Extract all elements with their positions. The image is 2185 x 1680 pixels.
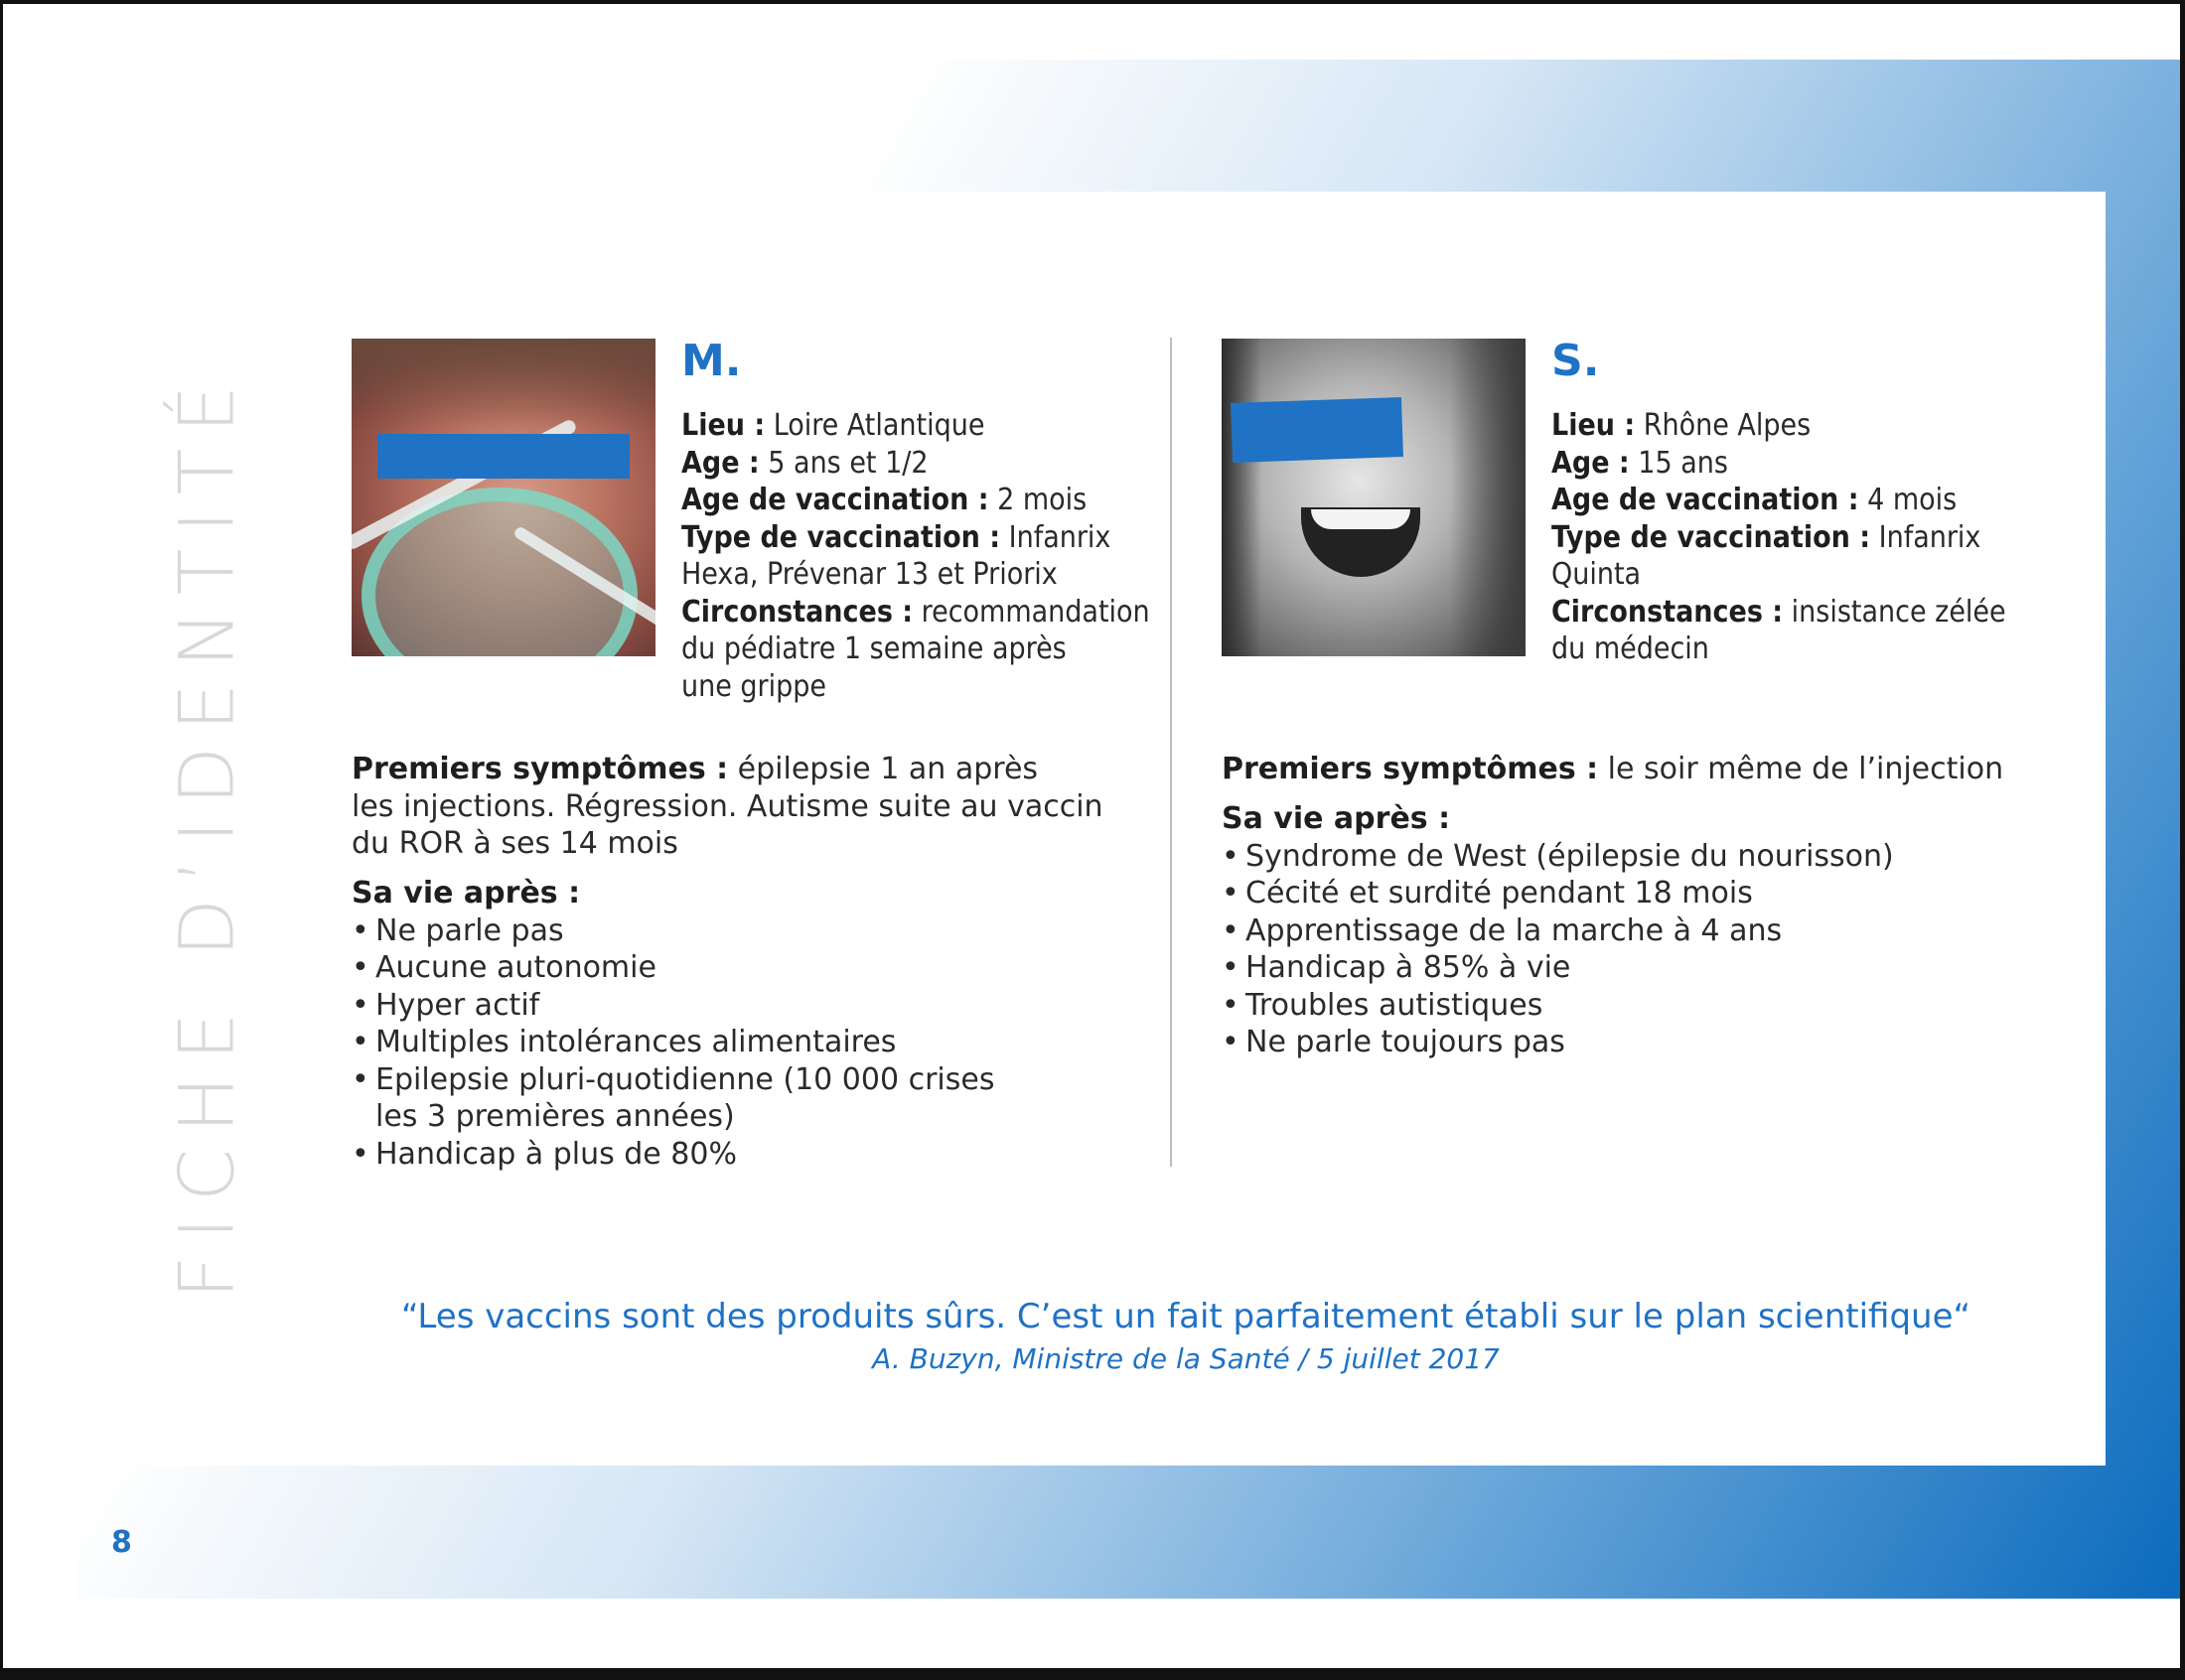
profile-info-m: Lieu : Loire Atlantique Age : 5 ans et 1/2 Age de vaccination : 2 mois Type de vaccination : Infanrix Hexa, Prévenar 13 et Priorix Circonstances : recommandation du pédiatre 1 semaine après une grippe <box>681 408 1150 704</box>
profile-name-s: S. <box>1551 336 1600 386</box>
life-after-s: Sa vie après : • Syndrome de West (épilepsie du nourisson) • Cécité et surdité pendant 18 mois • Apprentissage de la marche à 4 ans • Handicap à 85% à vie • Troubles autistiques • Ne parle toujours pas <box>1222 800 2076 1061</box>
list-item: • Cécité et surdité pendant 18 mois <box>1222 875 2076 912</box>
profile-name-m: M. <box>681 336 742 386</box>
frame-edge <box>0 1668 2185 1680</box>
list-item: • Handicap à 85% à vie <box>1222 949 2076 987</box>
quote-author: A. Buzyn, Ministre de la Santé / 5 juillet 2017 <box>872 1342 1500 1375</box>
eye-redaction-bar <box>377 434 630 479</box>
side-title <box>159 288 253 1380</box>
life-after-list-m <box>352 912 1106 1174</box>
eye-redaction-bar <box>1231 397 1403 463</box>
side-title-text: FICHE D’IDENTITÉ <box>162 368 250 1300</box>
list-item: • Aucune autonomie <box>352 949 1106 987</box>
first-symptoms-m: Premiers symptômes : épilepsie 1 an après les injections. Régression. Autisme suite au vaccin du ROR à ses 14 mois <box>352 752 1103 861</box>
list-item: • Ne parle pas <box>352 912 1106 950</box>
first-symptoms-s: Premiers symptômes : le soir même de l’injection <box>1222 752 2004 786</box>
list-item: • Multiples intolérances alimentaires <box>352 1024 1106 1061</box>
photo-child-m <box>352 339 656 656</box>
column-divider <box>1170 338 1172 1167</box>
life-after-list-s <box>1222 838 2076 1061</box>
frame-edge <box>2180 0 2185 1680</box>
list-item: • Ne parle toujours pas <box>1222 1024 2076 1061</box>
list-item: • Hyper actif <box>352 987 1106 1025</box>
profile-info-s: Lieu : Rhône Alpes Age : 15 ans Age de vaccination : 4 mois Type de vaccination : Infanrix Quinta Circonstances : insistance zélée du médecin <box>1551 408 2006 666</box>
list-item: • Troubles autistiques <box>1222 987 2076 1025</box>
page-number: 8 <box>111 1525 132 1560</box>
list-item: • Apprentissage de la marche à 4 ans <box>1222 912 2076 950</box>
frame-edge <box>0 0 3 1680</box>
frame-edge <box>0 0 2185 4</box>
list-item: • Syndrome de West (épilepsie du nourisson) <box>1222 838 2076 876</box>
quote: “Les vaccins sont des produits sûrs. C’est un fait parfaitement établi sur le plan scientifique“ <box>400 1297 1971 1336</box>
photo-child-s <box>1222 339 1526 656</box>
list-item: • Epilepsie pluri-quotidienne (10 000 crises les 3 premières années) <box>352 1061 1106 1136</box>
life-after-m: Sa vie après : • Ne parle pas • Aucune autonomie • Hyper actif • Multiples intolérances alimentaires • Epilepsie pluri-quotidienne (10 000 crises les 3 premières années) • Handicap à plus de 80% <box>352 875 1106 1173</box>
list-item: • Handicap à plus de 80% <box>352 1136 1106 1174</box>
